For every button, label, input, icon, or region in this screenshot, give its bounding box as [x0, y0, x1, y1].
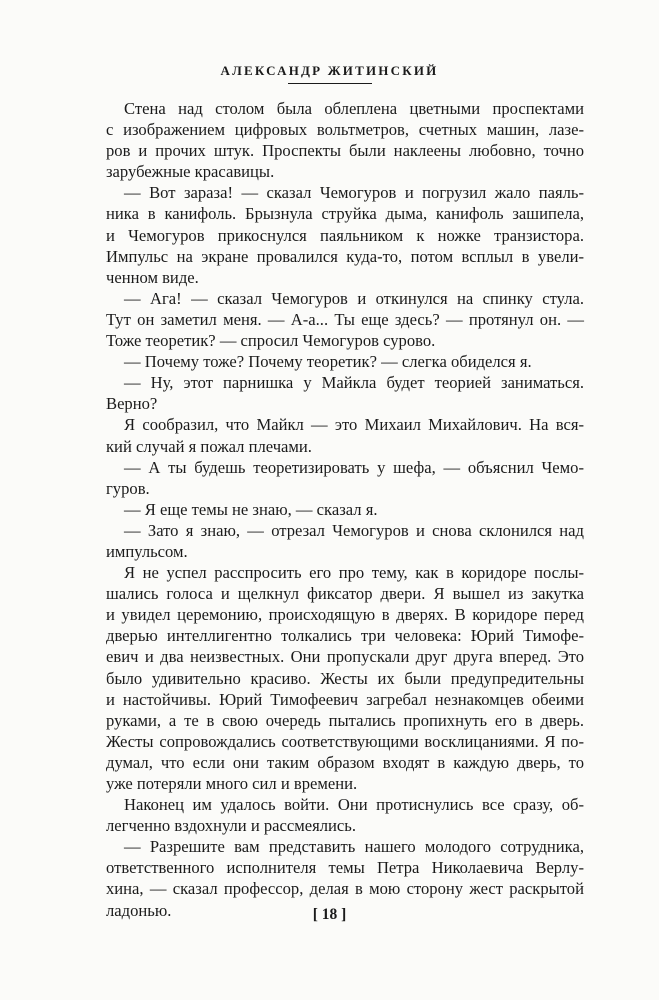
text-line: с изображением цифровых вольтметров, счетных машин, лазе- — [106, 120, 584, 140]
text-line: ответственного исполнителя темы Петра Николаевича Верлу- — [106, 858, 584, 878]
text-line: — Почему тоже? Почему теоретик? — слегка обиделся я. — [124, 352, 532, 372]
text-line: ров и прочих штук. Проспекты были наклеены любовно, точно — [106, 141, 584, 161]
text-line: и увидел церемонию, происходящую в дверях. В коридоре перед — [106, 605, 584, 625]
text-line: — А ты будешь теоретизировать у шефа, — объяснил Чемо- — [124, 457, 584, 477]
text-line: уже потеряли много сил и времени. — [106, 774, 358, 793]
text-line: ченном виде. — [106, 267, 199, 287]
text-line: евич и два неизвестных. Они пропускали друг друга вперед. Это — [106, 647, 584, 667]
text-line: Я сообразил, что Майкл — это Михаил Михайлович. На вся- — [124, 415, 584, 435]
text-line: — Разрешите вам представить нашего молодого сотрудника, — [124, 837, 584, 857]
text-line: — Я еще темы не знаю, — сказал я. — [124, 499, 378, 519]
text-line: — Ну, этот парнишка у Майкла будет теорией заниматься. — [124, 373, 584, 393]
text-line: Тоже теоретик? — спросил Чемогуров сурово. — [106, 331, 436, 351]
header-rule — [288, 83, 372, 84]
text-line: Наконец им удалось войти. Они протиснулись все сразу, об- — [124, 795, 584, 815]
text-line: кий случай я пожал плечами. — [106, 436, 312, 456]
text-line: и Чемогуров прикоснулся паяльником к ножке транзистора. — [106, 225, 584, 245]
text-line: думал, что если они таким образом входят в каждую дверь, то — [106, 752, 584, 772]
text-line: легченно вздохнули и рассмеялись. — [106, 816, 356, 836]
text-line: — Вот зараза! — сказал Чемогуров и погрузил жало паяль- — [124, 183, 584, 203]
text-line: Верно? — [106, 394, 158, 414]
text-line: и настойчивы. Юрий Тимофеевич загребал незнакомцев обеими — [106, 689, 584, 709]
text-line: шались голоса и щелкнул фиксатор двери. Я вышел из закутка — [106, 584, 584, 604]
text-line: Я не успел расспросить его про тему, как в коридоре послы- — [124, 563, 584, 583]
body-text — [106, 98, 584, 921]
text-line: Жесты сопровождались соответствующими восклицаниями. Я по- — [106, 731, 584, 751]
text-line: дверью интеллигентно толкались три человека: Юрий Тимофе- — [106, 626, 584, 646]
page-number: [ 18 ] — [312, 906, 347, 923]
text-line: импульсом. — [106, 541, 188, 561]
running-header: АЛЕКСАНДР ЖИТИНСКИЙ — [220, 63, 439, 78]
text-line: гуров. — [106, 478, 150, 498]
text-line: ладонью. — [106, 900, 172, 920]
text-line: хина, — сказал профессор, делая в мою сторону жест раскрытой — [106, 879, 584, 899]
text-line: Тут он заметил меня. — А-а... Ты еще здесь? — протянул он. — — [106, 309, 584, 329]
text-line: Импульс на экране провалился куда-то, потом всплыл в увели- — [106, 246, 584, 266]
text-line: — Ага! — сказал Чемогуров и откинулся на спинку стула. — [124, 288, 584, 308]
text-line: ника в канифоль. Брызнула струйка дыма, канифоль зашипела, — [106, 204, 584, 224]
text-line: было удивительно красиво. Жесты их были предупредительны — [106, 668, 584, 688]
text-line: зарубежные красавицы. — [106, 162, 275, 182]
text-line: — Зато я знаю, — отрезал Чемогуров и снова склонился над — [124, 520, 584, 540]
text-line: Стена над столом была облеплена цветными проспектами — [124, 99, 584, 118]
text-line: руками, а те в свою очередь пытались пропихнуть его в дверь. — [106, 710, 584, 730]
